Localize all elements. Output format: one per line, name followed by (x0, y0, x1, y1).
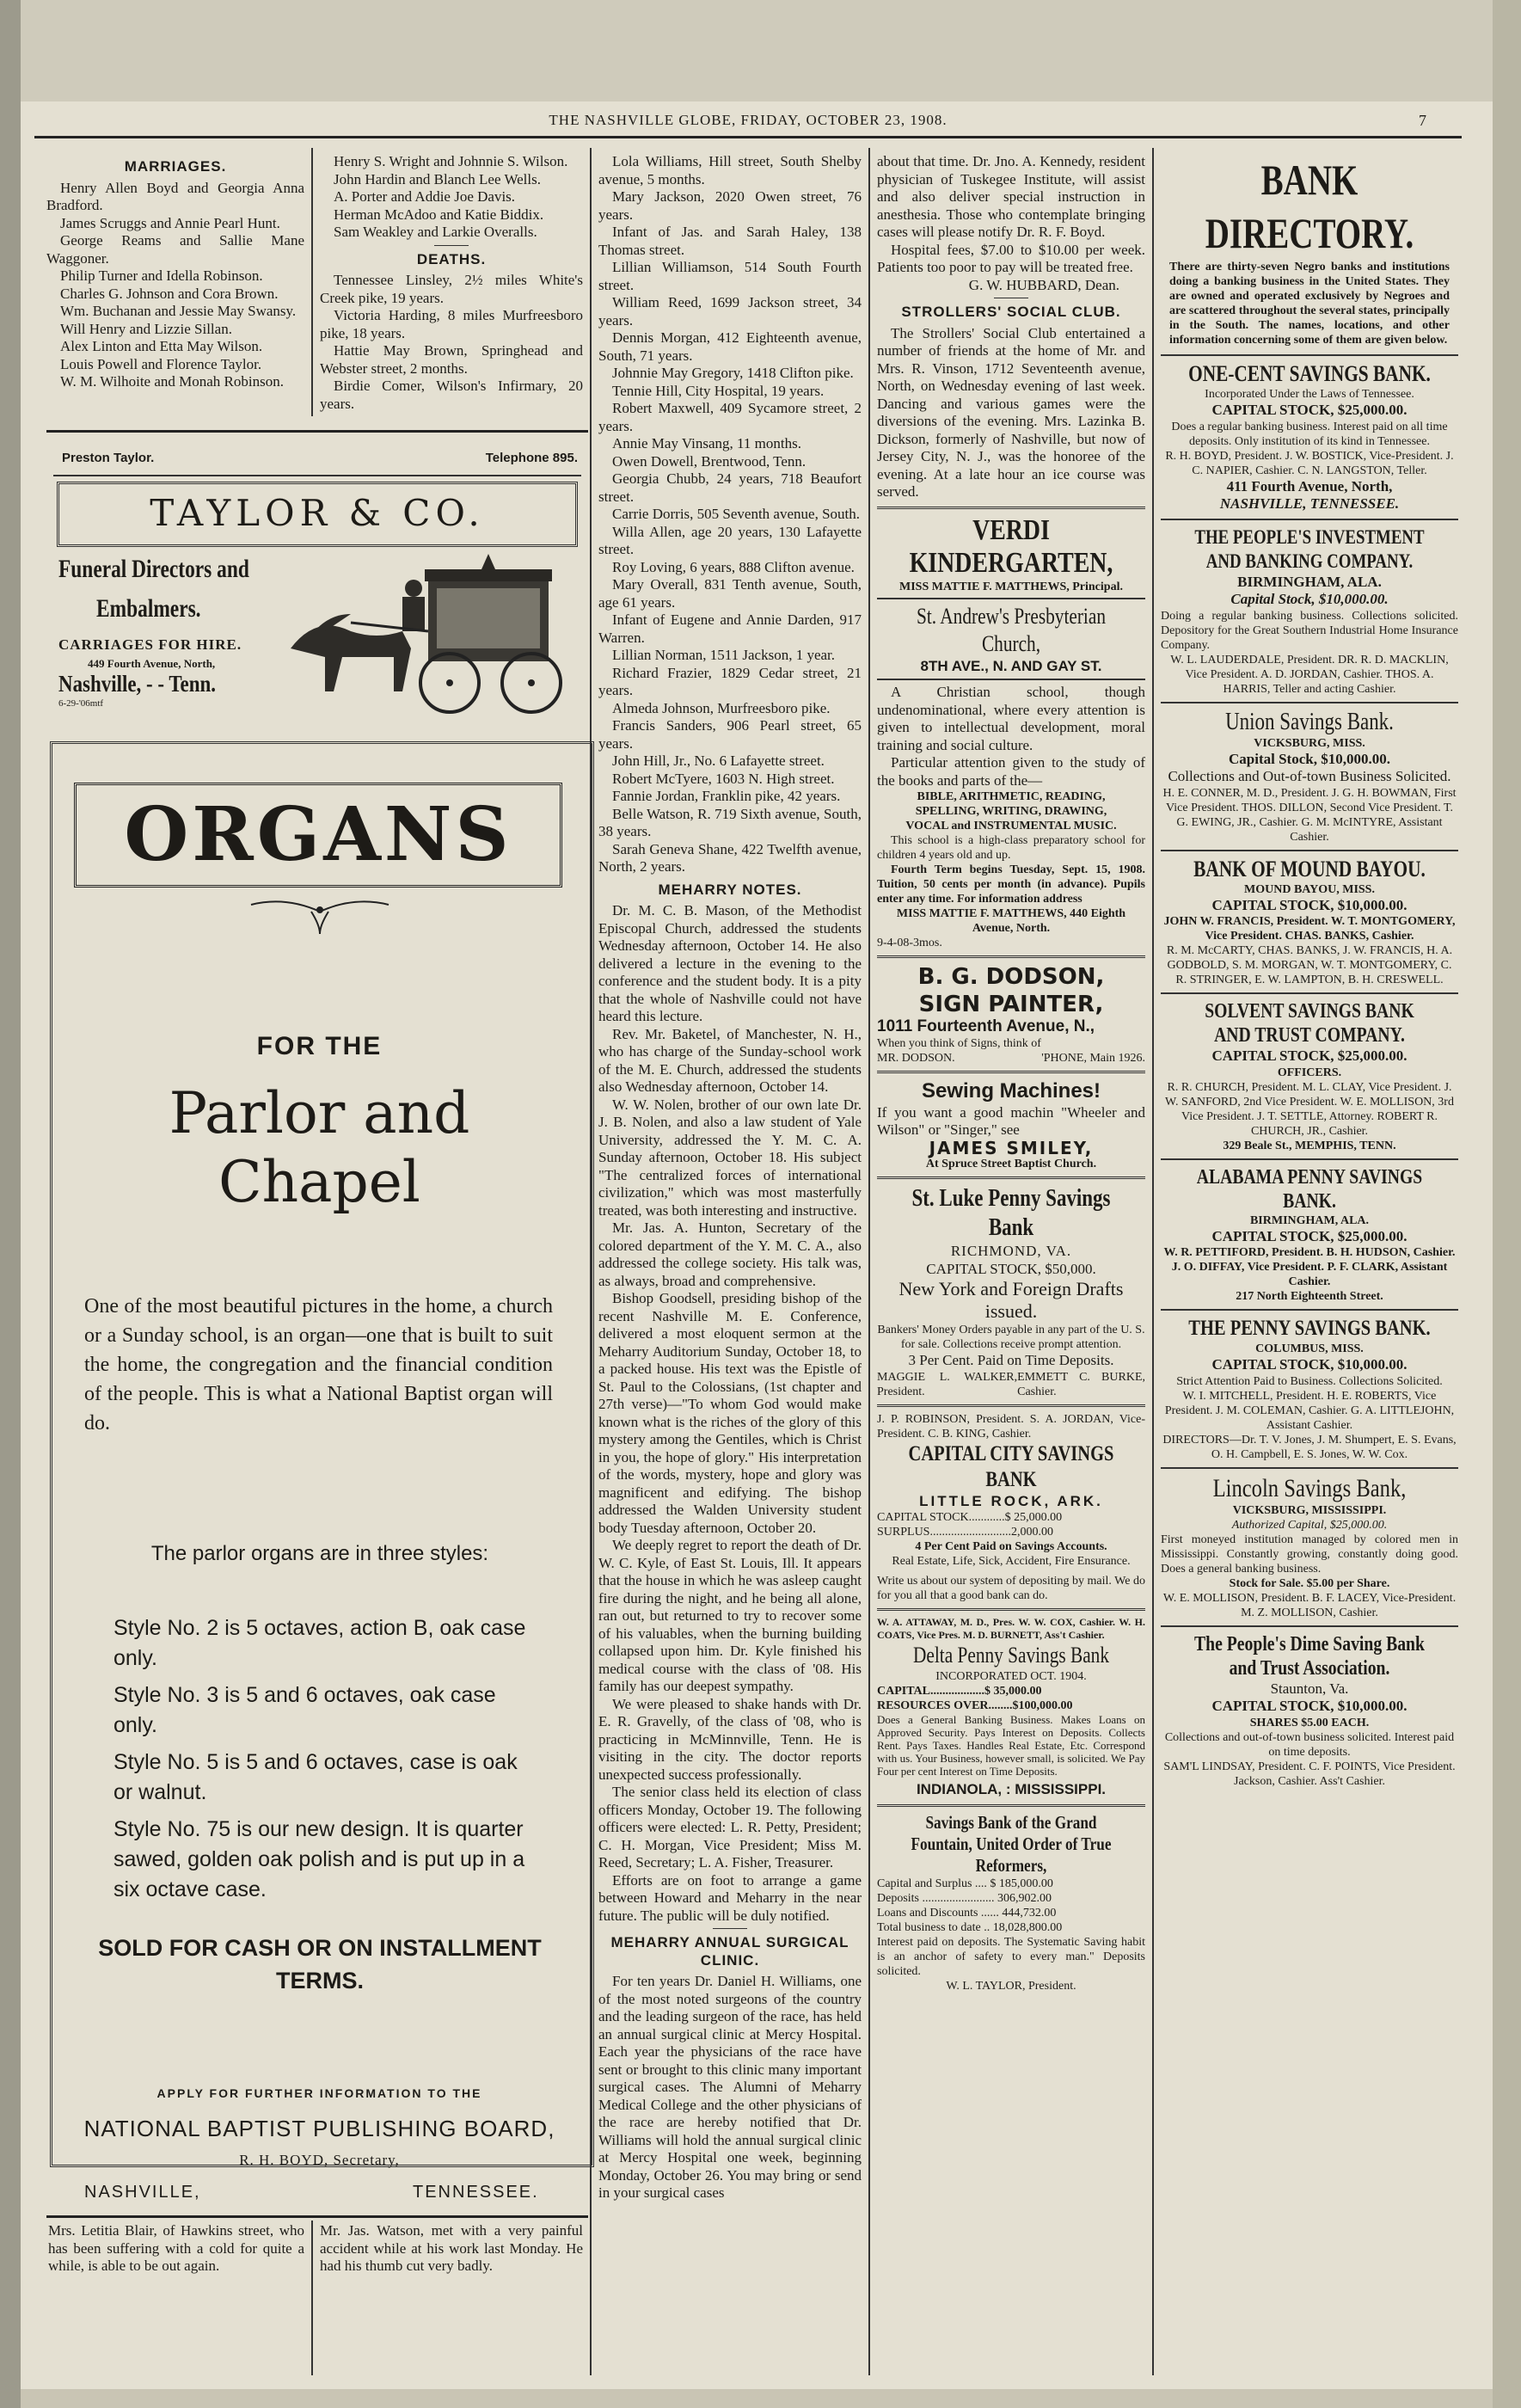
bank-line: 217 North Eighteenth Street. (1236, 1290, 1383, 1303)
meharry-notes-heading: MEHARRY NOTES. (658, 881, 802, 898)
bank-line: W. E. MOLLISON, President. B. F. LACEY, Vice-President. M. Z. MOLLISON, Cashier. (1162, 1591, 1457, 1619)
sales-terms: SOLD FOR CASH OR ON INSTALLMENT TERMS. (98, 1935, 542, 1993)
ad-city: Nashville, - - Tenn. (58, 671, 217, 697)
bank-name: ALABAMA PENNY SAVINGS BANK. (1196, 1165, 1423, 1213)
bank-line: CAPITAL STOCK, $10,000.00. (1211, 896, 1408, 913)
dodson-trade: SIGN PAINTER, (918, 992, 1104, 1017)
verdi-term: Fourth Term begins Tuesday, Sept. 15, 1908. Tuition, 50 cents per month (in advance). Pupils enter any time. For information address (877, 863, 1145, 906)
delta-title: Delta Penny Savings Bank (913, 1643, 1109, 1668)
bank-line: BIRMINGHAM, ALA. (1249, 1213, 1370, 1227)
bank-line: SAM'L LINDSAY, President. C. F. POINTS, Vice President. Jackson, Cashier. Ass't Cashier. (1163, 1760, 1456, 1788)
bank-line: 411 Fourth Avenue, North, (1226, 477, 1393, 494)
masthead: THE NASHVILLE GLOBE, FRIDAY, OCTOBER 23, 1908. (549, 112, 948, 128)
column-4 (877, 153, 1145, 2380)
marriage-entry: John Hardin and Blanch Lee Wells. (334, 170, 541, 187)
death-entry: Johnnie May Gregory, 1418 Clifton pike. (612, 365, 854, 381)
for-the: FOR THE (256, 1032, 383, 1060)
death-entry: Owen Dowell, Brentwood, Tenn. (612, 452, 806, 470)
st-luke-officers (877, 1370, 1145, 1399)
local-note (320, 2222, 583, 2377)
dodson-address: 1011 Fourteenth Avenue, N., (877, 1017, 1095, 1035)
death-entry: Belle Watson, R. 719 Sixth avenue, South, 38 years. (598, 805, 862, 839)
styles-intro: The parlor organs are in three styles: (150, 1542, 489, 1565)
marriage-entry: George Reams and Sallie Mane Waggoner. (46, 232, 304, 267)
bank-line: COLUMBUS, MISS. (1255, 1342, 1364, 1355)
ad-rule (877, 1176, 1145, 1179)
death-entry: Lillian Norman, 1511 Jackson, 1 year. (612, 647, 836, 663)
bank-name: BANK OF MOUND BAYOU. (1193, 856, 1426, 882)
bank-line: Collections and out-of-town business solicited. Interest paid on time deposits. (1164, 1730, 1455, 1759)
delta-location: INDIANOLA, : MISSISSIPPI. (916, 1781, 1107, 1797)
marriage-entry: Wm. Buchanan and Jessie May Swansy. (60, 303, 297, 319)
marriage-entry: Charles G. Johnson and Cora Brown. (60, 285, 279, 302)
bank-line: MOUND BAYOU, MISS. (1244, 882, 1375, 896)
death-entry: Tennessee Linsley, 2½ miles White's Creek pike, 19 years. (320, 272, 583, 306)
sewing-location: At Spruce Street Baptist Church. (925, 1158, 1097, 1170)
death-entry: William Reed, 1699 Jackson street, 34 years. (598, 294, 862, 329)
dodson-name: B. G. DODSON, (917, 964, 1105, 990)
bank-name: The People's Dime Saving Bank and Trust Association. (1194, 1632, 1425, 1680)
dodson-tagline: When you think of Signs, think of (877, 1036, 1041, 1050)
death-entry: Annie May Vinsang, 11 months. (612, 435, 801, 452)
divider (713, 1928, 747, 1929)
bank-line: VICKSBURG, MISSISSIPPI. (1232, 1503, 1387, 1517)
ad-rule (53, 475, 581, 476)
verdi-signature: MISS MATTIE F. MATTHEWS, 440 Eighth Avenue, North. (896, 907, 1126, 935)
organ-style: Style No. 2 is 5 octaves, action B, oak case only. (113, 1616, 526, 1670)
ad-address: 449 Fourth Avenue, North, (88, 657, 216, 670)
bank-name: THE PENNY SAVINGS BANK. (1188, 1317, 1431, 1340)
organ-styles-list (113, 1613, 531, 1905)
marriage-entry: James Scruggs and Annie Pearl Hunt. (60, 214, 280, 231)
sewing-seller: JAMES SMILEY, (929, 1137, 1094, 1158)
st-luke-title: St. Luke Penny Savings Bank (911, 1185, 1111, 1241)
ad-code: 6-29-'06mtf (58, 698, 104, 709)
bank-directory-title: BANK DIRECTORY. (1205, 156, 1414, 257)
dodson-sign-painter-ad (877, 963, 1145, 1066)
organs-description: One of the most beautiful pictures in the home, a church or a Sunday school, is an organ—one that is built to suit the home, the congregation and the financial condition of the people. This is what a National Baptist organ will do. (84, 1295, 553, 1434)
strollers-heading: STROLLERS' SOCIAL CLUB. (901, 304, 1121, 320)
grand-fountain-bank-ad (877, 1812, 1145, 1993)
note-blair: Mrs. Letitia Blair, of Hawkins street, who has been suffering with a cold for quite a while, is able to be out again. (48, 2222, 304, 2274)
bank-line: CAPITAL STOCK, $10,000.00. (1211, 1356, 1408, 1373)
death-entry: Robert Maxwell, 409 Sycamore street, 2 years. (598, 400, 862, 434)
meharry-note: Dr. M. C. B. Mason, of the Methodist Episcopal Church, addressed the students Wednesday afternoon, October 14. He also delivered a lecture in the evening to the conference and the student body. It is a pity that the whole of Nashville could not have heard this lecture. (598, 902, 862, 1024)
delta-capital: CAPITAL..................$ 35,000.00 (877, 1685, 1042, 1698)
bank-line: VICKSBURG, MISS. (1254, 736, 1365, 750)
death-entry: Fannie Jordan, Franklin pike, 42 years. (612, 788, 841, 804)
service-line-1: Funeral Directors and (58, 555, 249, 583)
sewing-title: Sewing Machines! (921, 1078, 1101, 1103)
proprietor-name: Preston Taylor. (62, 451, 155, 465)
meharry-note: Rev. Mr. Baketel, of Manchester, N. H., who has charge of the Sunday-school work of the M. E. Church, addressed the students also Wednesday afternoon, October 14. (598, 1025, 862, 1095)
verdi-body: A Christian school, though undenominational, where every attention is given to intellectual development, moral training and social culture. (877, 684, 1145, 753)
death-entry: Lillian Williamson, 514 South Fourth street. (598, 259, 862, 293)
publisher-city: NASHVILLE, (84, 2183, 201, 2202)
capital-city-officers: J. P. ROBINSON, President. S. A. JORDAN, Vice-President. C. B. KING, Cashier. (877, 1412, 1145, 1440)
capital-city-surplus: SURPLUS...........................2,000.00 (877, 1526, 1053, 1539)
marriage-entry: A. Porter and Addie Joe Davis. (334, 188, 516, 205)
bank-line: 329 Beale St., MEMPHIS, TENN. (1223, 1139, 1396, 1152)
meharry-note: The senior class held its election of class officers Monday, October 19. The following officers were elected: L. R. Petty, President; C. H. Morgan, Vice President; Miss M. Reed, Secretary; L. A. Fisher, Treasurer. (598, 1784, 862, 1870)
fountain-row: Capital and Surplus .... $ 185,000.00 (877, 1877, 1053, 1890)
death-entry: Roy Loving, 6 years, 888 Clifton avenue. (612, 558, 855, 575)
bank-line: W. I. MITCHELL, President. H. E. ROBERTS, Vice President. J. M. COLEMAN, Cashier. G. A. LITTLEJOHN, Assistant Cashier. (1164, 1389, 1455, 1432)
death-entry: Carrie Dorris, 505 Seventh avenue, South. (612, 506, 860, 522)
bank-entry (1161, 994, 1458, 1160)
sewing-machines-ad (877, 1078, 1145, 1172)
carriages-for-hire: CARRIAGES FOR HIRE. (58, 636, 242, 653)
ad-rule (877, 598, 1145, 599)
verdi-title: VERDI KINDERGARTEN, (909, 513, 1113, 579)
bank-name: Union Savings Bank. (1225, 708, 1394, 735)
bank-line: CAPITAL STOCK, $10,000.00. (1211, 1698, 1408, 1714)
marriage-entry: Henry Allen Boyd and Georgia Anna Bradford. (46, 179, 304, 213)
verdi-church: St. Andrew's Presbyterian Church, (917, 603, 1106, 656)
organs-ad-footer (53, 2152, 586, 2169)
death-entry: Birdie Comer, Wilson's Infirmary, 20 years. (320, 378, 583, 412)
marriage-entry: Herman McAdoo and Katie Biddix. (334, 206, 544, 223)
bank-line: First moneyed institution managed by colored men in Mississippi. Constantly growing, constantly doing good. Does a general banking business. (1161, 1533, 1458, 1576)
bank-entry (1161, 1160, 1458, 1312)
bank-line: R. H. BOYD, President. J. W. BOSTICK, Vice-President. J. C. NAPIER, Cashier. C. N. LANGSTON, Teller. (1165, 449, 1454, 477)
death-entry: Francis Sanders, 906 Pearl street, 65 years. (598, 717, 862, 752)
marriage-entry: Alex Linton and Etta May Wilson. (60, 338, 263, 354)
death-entry: Tennie Hill, City Hospital, 19 years. (612, 382, 825, 399)
bank-line: R. M. McCARTY, CHAS. BANKS, J. W. FRANCIS, H. A. GODBOLD, S. M. MORGAN, W. T. MONTGOMERY, C. R. STRINGER, E. W. LAMPTON, B. H. CRESWELL. (1166, 944, 1453, 986)
ad-rule (877, 1804, 1145, 1807)
dodson-phone: 'PHONE, Main 1926. (1041, 1051, 1145, 1065)
column-rule (311, 2221, 313, 2375)
st-luke-orders: Bankers' Money Orders payable in any part of the U. S. for sale. Collections receive prompt attention. (877, 1324, 1145, 1351)
parlor-and: Parlor and (169, 1080, 470, 1146)
surgical-clinic-text: For ten years Dr. Daniel H. Williams, one of the most noted surgeons of the country and the leading surgeon of the race, has held an annual surgical clinic at Mercy Hospital. Each year the physicians of the race have sent or brought to this clinic many important surgical cases. The Alumni of Meharry Medical College and the other physicians of the race are hereby notified that Dr. Williams will hold the annual surgical clinic at Mercy Hospital one week, beginning Monday, October 26. You may bring or send in your surgical cases (598, 1973, 862, 2201)
scan-top-margin (0, 0, 1521, 101)
death-entry: Willa Allen, age 20 years, 130 Lafayette street. (598, 523, 862, 557)
death-entry: Dennis Morgan, 412 Eighteenth avenue, South, 71 years. (598, 329, 862, 364)
bank-entry (1161, 1311, 1458, 1469)
page-number: 7 (1419, 112, 1426, 129)
hearse-carriage-illustration (273, 545, 580, 722)
bank-directory-column (1161, 153, 1458, 2380)
marriage-entry: Henry S. Wright and Johnnie S. Wilson. (334, 153, 568, 169)
marriage-entry: W. M. Wilhoite and Monah Robinson. (60, 373, 284, 390)
ornament-flourish (242, 893, 397, 936)
capital-city-write: Write us about our system of depositing by mail. We do for you all that a good bank can do. (877, 1575, 1145, 1602)
death-entry: Infant of Jas. and Sarah Haley, 138 Thomas street. (598, 224, 862, 258)
deaths-meharry-column (598, 153, 862, 2380)
hubbard-signature: G. W. HUBBARD, Dean. (968, 276, 1119, 293)
marriages-heading: MARRIAGES. (124, 158, 227, 175)
clinic-continued: about that time. Dr. Jno. A. Kennedy, resident physician of Tuskegee Institute, will assist and also deliver special instruction in anesthesia. Those who contemplate bringing cases will please notify Dr. R. F. Boyd. (877, 153, 1145, 240)
firm-name: TAYLOR & CO. (57, 482, 578, 547)
marriages-deaths-column-2 (320, 153, 583, 420)
organ-style: Style No. 5 is 5 and 6 octaves, case is oak or walnut. (113, 1750, 518, 1804)
apply-line: APPLY FOR FURTHER INFORMATION TO THE (156, 2086, 482, 2100)
st-luke-interest: 3 Per Cent. Paid on Time Deposits. (908, 1352, 1114, 1368)
scan-left-edge (0, 0, 21, 2408)
bank-entry (1161, 1469, 1458, 1627)
meharry-note: We deeply regret to report the death of Dr. W. C. Kyle, of East St. Louis, Ill. It appears that the house in which he was asleep caught fire during the night, and he being all alone, ran out, but returned to try to recover some of his valuables, when the burning building collapsed upon him. Dr. Kyle finished his medical course with the class of '08. His family has our deepest sympathy. (598, 1537, 862, 1694)
meharry-note: Efforts are on foot to arrange a game between Howard and Meharry in the near future. The public will be duly notified. (598, 1871, 862, 1924)
fountain-body: Interest paid on deposits. The Systematic Saving habit is an anchor of safety to every man." Deposits solicited. (877, 1935, 1145, 1978)
bank-line: Stock for Sale. $5.00 per Share. (1229, 1576, 1390, 1590)
surgical-clinic-heading: MEHARRY ANNUAL SURGICAL CLINIC. (610, 1934, 849, 1969)
local-note (48, 2222, 304, 2377)
bank-line: CAPITAL STOCK, $25,000.00. (1211, 402, 1408, 418)
st-luke-drafts: New York and Foreign Drafts issued. (898, 1278, 1124, 1322)
marriage-entry: Philip Turner and Idella Robinson. (60, 267, 263, 284)
marriage-entry: Sam Weakley and Larkie Overalls. (334, 224, 537, 240)
ad-rule (877, 679, 1145, 680)
death-entry: John Hill, Jr., No. 6 Lafayette street. (612, 752, 825, 769)
verdi-address: 8TH AVE., N. AND GAY ST. (920, 657, 1102, 674)
capital-city-insurance: Real Estate, Life, Sick, Accident, Fire Ensurance. (892, 1555, 1131, 1568)
capital-city-interest: 4 Per Cent Paid on Savings Accounts. (915, 1540, 1107, 1553)
st-luke-cashier: EMMETT C. BURKE, Cashier. (1017, 1370, 1145, 1398)
dodson-mr: MR. DODSON. (877, 1051, 955, 1065)
fountain-title: Savings Bank of the Grand Fountain, United Order of True Reformers, (911, 1811, 1112, 1876)
bank-line: CAPITAL STOCK, $25,000.00. (1211, 1227, 1408, 1244)
death-entry: Hattie May Brown, Springhead and Webster street, 2 months. (320, 342, 583, 377)
death-entry: Sarah Geneva Shane, 422 Twelfth avenue, North, 2 years. (598, 840, 862, 875)
bank-name: Lincoln Savings Bank, (1212, 1473, 1407, 1502)
bank-name: SOLVENT SAVINGS BANK AND TRUST COMPANY. (1205, 1000, 1414, 1047)
capital-city-location: LITTLE ROCK, ARK. (919, 1492, 1103, 1509)
organs-title: ORGANS (74, 783, 562, 888)
chapel: Chapel (218, 1149, 420, 1215)
bank-line: CAPITAL STOCK, $25,000.00. (1211, 1047, 1408, 1064)
ad-rule (877, 507, 1145, 509)
bank-line: BIRMINGHAM, ALA. (1237, 573, 1382, 590)
capital-city-bank-ad (877, 1412, 1145, 1604)
bank-directory-intro: There are thirty-seven Negro banks and institutions doing a banking business in the United States. They are owned and operated exclusively by Negroes and are scattered throughout the several states, principally in the South. The names, locations, and other information concerning some of them are given below. (1161, 260, 1458, 356)
fountain-row: Total business to date .. 18,028,800.00 (877, 1920, 1063, 1934)
st-luke-city: RICHMOND, VA. (950, 1243, 1072, 1259)
delta-incorporated: INCORPORATED OCT. 1904. (935, 1670, 1087, 1683)
bank-entry (1161, 703, 1458, 851)
bank-entry (1161, 1627, 1458, 1789)
verdi-subjects: BIBLE, ARITHMETIC, READING, SPELLING, WRITING, DRAWING, VOCAL and INSTRUMENTAL MUSIC. (905, 790, 1117, 832)
bank-line: W. R. PETTIFORD, President. B. H. HUDSON, Cashier. J. O. DIFFAY, Vice President. P. F. CLARK, Assistant Cashier. (1163, 1246, 1456, 1288)
death-entry: Mary Jackson, 2020 Owen street, 76 years. (598, 188, 862, 223)
column-rule (868, 148, 870, 2375)
st-luke-president: MAGGIE L. WALKER, President. (877, 1370, 1018, 1398)
meharry-note: Mr. Jas. A. Hunton, Secretary of the colored department of the Y. M. C. A., also addressed the college society. His talk was, as always, broad and comprehensive. (598, 1219, 862, 1289)
bank-line: H. E. CONNER, M. D., President. J. G. H. BOWMAN, First Vice President. THOS. DILLON, Second Vice President. T. G. EWING, JR., Cashier. G. M. McINTYRE, Assistant Cashier. (1162, 786, 1457, 844)
secretary: R. H. BOYD, Secretary, (239, 2152, 400, 2168)
service-line-2: Embalmers. (96, 594, 201, 623)
meharry-note: We were pleased to shake hands with Dr. E. R. Gravelly, of the class of '08, who is practicing in McMinnville, Tenn. He is visiting in the city. The doctor reports unexpected success professionally. (598, 1695, 862, 1783)
bank-line: Doing a regular banking business. Collections solicited. Depository for the Great Southern Industrial Home Insurance Company. (1161, 609, 1458, 652)
bank-line: Capital Stock, $10,000.00. (1229, 750, 1390, 767)
column-rule (311, 148, 313, 416)
death-entry: Robert McTyere, 1603 N. High street. (612, 770, 835, 787)
capital-city-stock: CAPITAL STOCK............$ 25,000.00 (877, 1511, 1063, 1524)
deaths-heading: DEATHS. (416, 250, 487, 267)
death-entry: Richard Frazier, 1829 Cedar street, 21 years. (598, 664, 862, 698)
dodson-contact (877, 1051, 1145, 1066)
marriages-column-1 (46, 153, 304, 420)
bank-name: THE PEOPLE'S INVESTMENT AND BANKING COMPANY. (1194, 525, 1425, 572)
column-rule (1152, 148, 1154, 2375)
bank-line: Staunton, Va. (1270, 1680, 1349, 1697)
sewing-body: If you want a good machin "Wheeler and Wilson" or "Singer," see (877, 1103, 1145, 1138)
death-entry: Mary Overall, 831 Tenth avenue, South, age 61 years. (598, 576, 862, 611)
hospital-fees: Hospital fees, $7.00 to $10.00 per week. Patients too poor to pay will be treated free. (877, 241, 1145, 275)
verdi-kindergarten-ad (877, 514, 1145, 951)
ad-rule (877, 955, 1145, 958)
meharry-note: W. W. Nolen, brother of our own late Dr. J. B. Nolen, and also a law student of Yale University, addressed the Y. M. C. A. Sunday afternoon, October 18. His subject "The centralized forces of international civilization," which was most masterfully treated, was both interesting and instructive. (598, 1096, 862, 1219)
ad-rule (877, 1608, 1145, 1611)
st-luke-bank-ad (877, 1184, 1145, 1399)
organ-style: Style No. 75 is our new design. It is quarter sawed, golden oak polish and is put up in a six octave case. (113, 1817, 525, 1901)
death-entry: Almeda Johnson, Murfreesboro pike. (612, 699, 831, 716)
verdi-code: 9-4-08-3mos. (877, 937, 942, 949)
bank-line: DIRECTORS—Dr. T. V. Jones, J. M. Shumpert, E. S. Evans, O. H. Campbell, E. S. Jones, W. W. Cox. (1162, 1433, 1457, 1461)
bank-line: Does a regular banking business. Interest paid on all time deposits. Only institution of its kind in Tennessee. (1171, 420, 1448, 448)
death-entry: Infant of Eugene and Annie Darden, 917 Warren. (598, 611, 862, 646)
bank-line: Authorized Capital, $25,000.00. (1231, 1518, 1388, 1532)
ad-rule (877, 1071, 1145, 1073)
delta-bank-ad (877, 1616, 1145, 1799)
taylor-funeral-ad (53, 444, 586, 728)
marriage-entry: Louis Powell and Florence Taylor. (60, 355, 262, 372)
death-entry: Victoria Harding, 8 miles Murfreesboro pike, 18 years. (320, 307, 583, 341)
section-rule (46, 430, 588, 433)
marriage-entry: Will Henry and Lizzie Sillan. (60, 320, 232, 337)
bank-line: Incorporated Under the Laws of Tennessee. (1205, 388, 1414, 401)
death-entry: Georgia Chubb, 24 years, 718 Beaufort street. (598, 470, 862, 505)
st-luke-capital: CAPITAL STOCK, $50,000. (926, 1260, 1096, 1277)
bank-line: JOHN W. FRANCIS, President. W. T. MONTGOMERY, Vice President. CHAS. BANKS, Cashier. (1163, 915, 1456, 943)
delta-body: Does a General Banking Business. Makes Loans on Approved Security. Pays Interest on Deposits. Collects Rent. Pays Taxes. Handles Real Estate, Etc. Correspond with us. Your Business, however small, is solicited. We Pay Four per cent Interest on Time Deposits. (877, 1713, 1145, 1778)
divider (434, 245, 469, 246)
scan-right-edge (1493, 0, 1521, 2408)
delta-resources: RESOURCES OVER........$100,000.00 (877, 1699, 1073, 1712)
bank-line: Capital Stock, $10,000.00. (1230, 591, 1389, 607)
fountain-president: W. L. TAYLOR, President. (946, 1979, 1076, 1993)
verdi-body: Particular attention given to the study of the books and parts of the— (877, 754, 1145, 789)
delta-officers: W. A. ATTAWAY, M. D., Pres. W. W. COX, Cashier. W. H. COATS, Vice Pres. M. D. BURNETT, Ass't Cashier. (877, 1616, 1145, 1641)
bank-line: R. R. CHURCH, President. M. L. CLAY, Vice President. J. W. SANFORD, 2nd Vice President. W. E. MOLLISON, 3rd Vice President. J. T. SETTLE, Attorney. ROBERT R. CHURCH, JR., Cashier. (1165, 1080, 1454, 1138)
bank-line: Strict Attention Paid to Business. Collections Solicited. (1176, 1374, 1443, 1388)
telephone: Telephone 895. (485, 451, 578, 465)
bank-line: W. L. LAUDERDALE, President. DR. R. D. MACKLIN, Vice President. A. D. JORDAN, Cashier. THOS. A. HARRIS, Teller and acting Cashier. (1170, 653, 1449, 696)
header-rule (34, 136, 1462, 138)
bank-line: OFFICERS. (1277, 1066, 1342, 1079)
note-watson: Mr. Jas. Watson, met with a very painful accident while at his work last Monday. He had his thumb cut very badly. (320, 2222, 583, 2274)
ad-rule (877, 1404, 1145, 1407)
section-rule (46, 2215, 588, 2218)
fountain-row: Loans and Discounts ...... 444,732.00 (877, 1906, 1057, 1920)
capital-city-title: CAPITAL CITY SAVINGS BANK (908, 1441, 1114, 1491)
fountain-row: Deposits ........................ 306,902.00 (877, 1891, 1052, 1905)
bank-name: ONE-CENT SAVINGS BANK. (1188, 361, 1431, 386)
publisher-state: TENNESSEE. (413, 2183, 539, 2202)
meharry-note: Bishop Goodsell, presiding bishop of the recent Nashville M. E. Conference, delivered a most eloquent sermon at the Meharry Auditorium Sunday, October 18, to a packed house. His text was the Epistle of St. Paul to the Colossians, (1st chapter and 27th verse)—"To whom God would make known what is the riches of the glory of this mystery among the Gentiles, which is Christ in you, the hope of glory." His interpretation of the words, mystery, hope and glory was magnificent and edifying. The bishop addressed the Walden University student body Tuesday afternoon, October 20. (598, 1290, 862, 1536)
bank-entry (1161, 520, 1458, 703)
organs-ad (53, 745, 586, 2159)
publisher-name: NATIONAL BAPTIST PUBLISHING BOARD, (83, 2116, 555, 2141)
bank-entry (1161, 356, 1458, 520)
organ-style: Style No. 3 is 5 and 6 octaves, oak case only. (113, 1683, 496, 1737)
verdi-principal: MISS MATTIE F. MATTHEWS, Principal. (899, 580, 1123, 593)
bank-line: NASHVILLE, TENNESSEE. (1219, 495, 1400, 512)
strollers-text: The Strollers' Social Club entertained a number of friends at the home of Mr. and Mrs. R. Vinson, 1712 Seventeenth avenue, North, on Wednesday evening of last week. Dancing and various games were the diversions of the evening. Mrs. Lazinka B. Dickson, formerly of Nashville, but now of Jersey City, N. J., was the honoree of the evening. At a late hour an ice course was served. (877, 324, 1145, 500)
bank-line: Collections and Out-of-town Business Solicited. (1168, 768, 1451, 784)
bank-entry (1161, 851, 1458, 995)
death-entry: Lola Williams, Hill street, South Shelby avenue, 5 months. (598, 153, 862, 187)
verdi-note: This school is a high-class preparatory school for children 4 years old and up. (877, 834, 1145, 862)
bank-line: SHARES $5.00 EACH. (1249, 1716, 1370, 1729)
